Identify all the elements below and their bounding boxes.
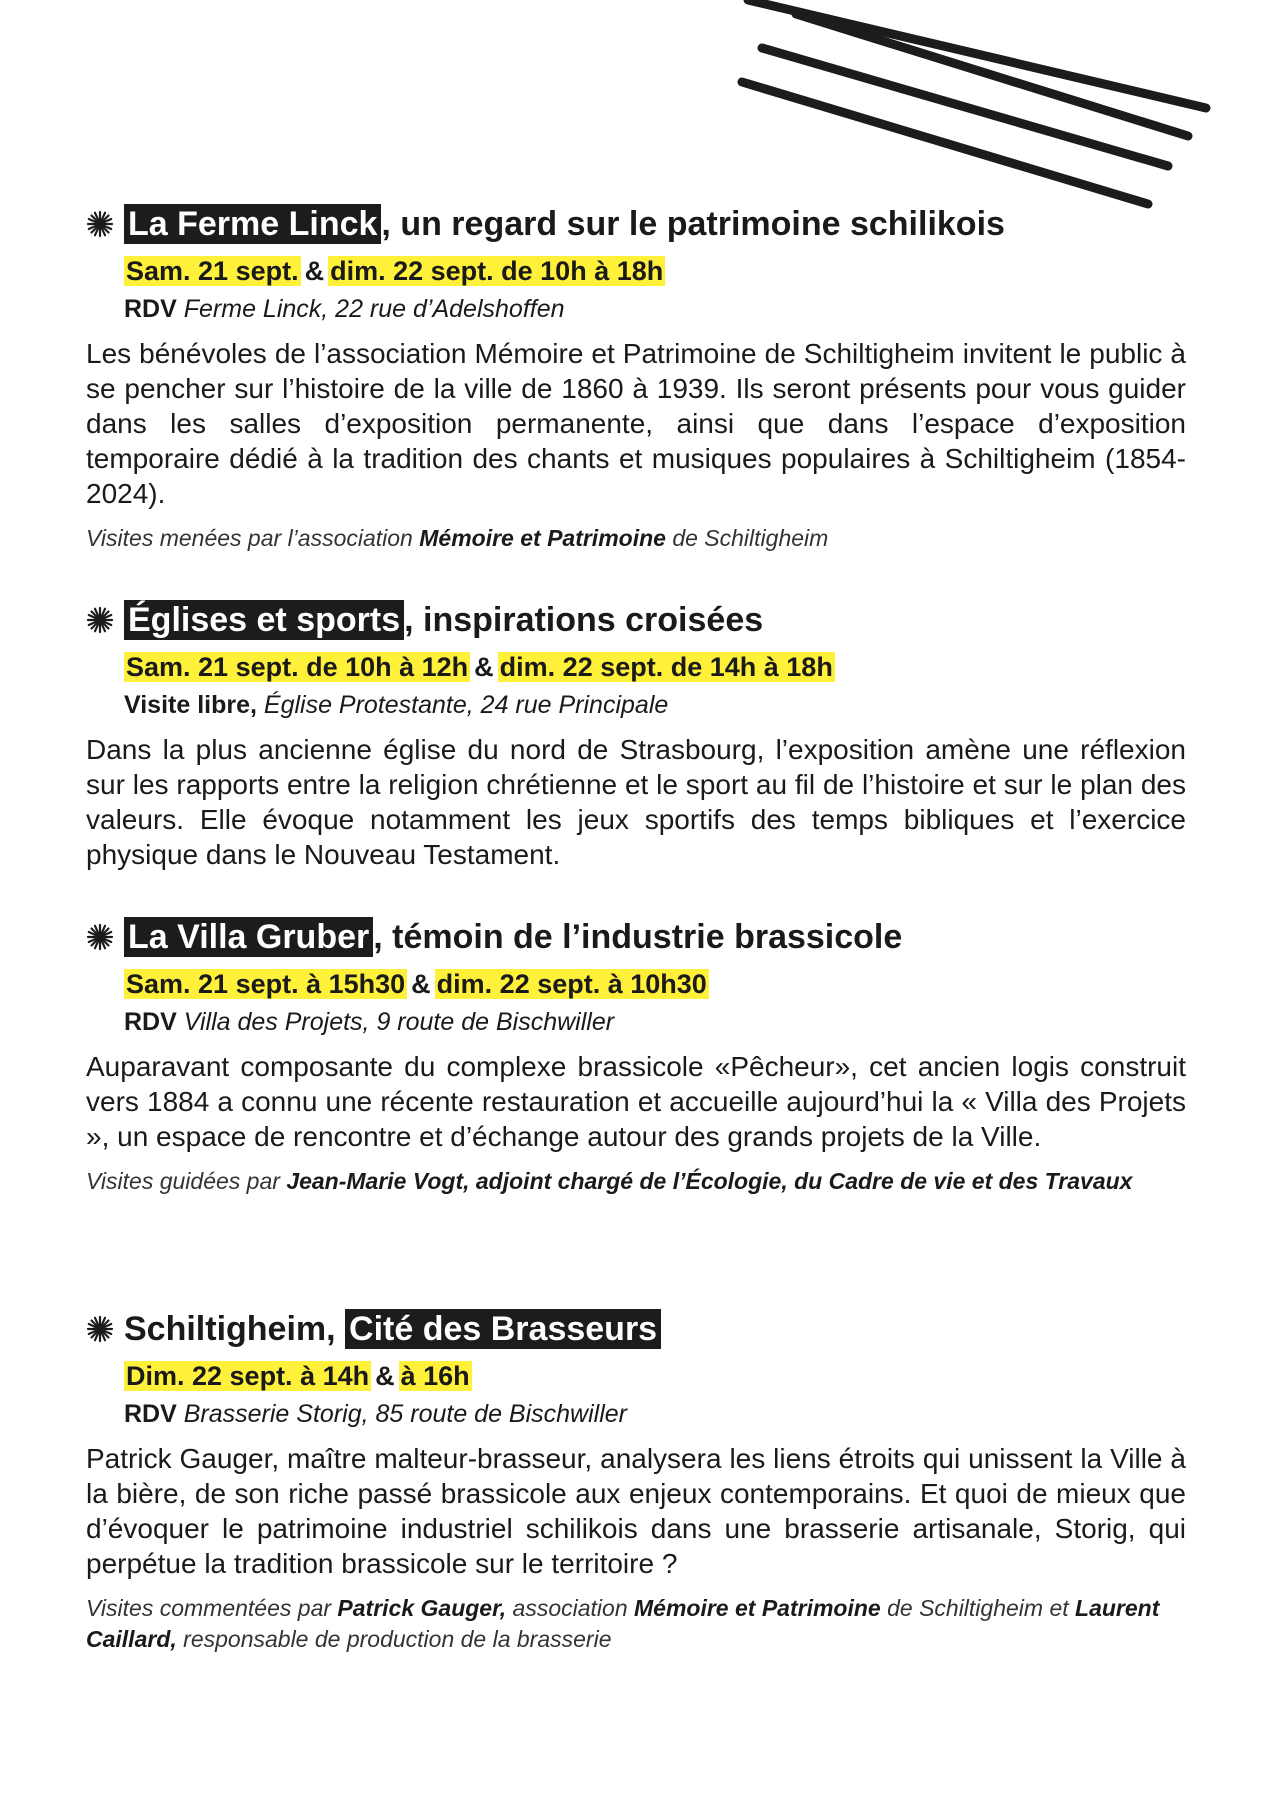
credit-text: Visites commentées par [86,1595,332,1621]
date-first: Sam. 21 sept. à 15h30 [126,969,406,999]
event-credits [86,1593,1186,1655]
event-dates [124,1359,1186,1393]
starburst-icon [86,923,114,951]
section-title [86,600,1186,640]
date-first: Dim. 22 sept. à 14h [126,1361,370,1391]
date-separator: & [375,1361,395,1391]
event-description: Les bénévoles de l’association Mémoire et Patrimoine de Schiltigheim invitent le public à se pencher sur l’histoire de la ville de 1860 à 1939. Ils seront présents pour vous guider dans les salles d’exposition permanente, ainsi que dans l’espace d’exposition temporaire dédié à la tradition des chants et musiques populaires à Schiltigheim (1854-2024). [86,338,1186,509]
location-label: RDV [124,295,177,323]
event-credits [86,1166,1186,1197]
section-villa-gruber [86,917,1186,1197]
date-separator: & [304,256,325,286]
location-place: Brasserie Storig, 85 route de Bischwiller [183,1400,627,1428]
location-label: RDV [124,1008,177,1036]
event-description: Auparavant composante du complexe brassicole «Pêcheur», cet ancien logis construit vers 1884 a connu une récente restauration et accueille aujourd’hui la « Villa des Projets », un espace de rencontre et d’échange autour des grands projets de la Ville. [86,1051,1186,1152]
location-label: RDV [124,1400,177,1428]
section-eglises-sports [86,600,1186,872]
event-dates [124,254,1186,288]
event-location [124,688,1186,722]
starburst-icon [86,1315,114,1343]
event-description: Patrick Gauger, maître malteur-brasseur, analysera les liens étroits qui unissent la Ville à la bière, de son riche passé brassicole aux enjeux contemporains. Et quoi de mieux que d’évoquer le patrimoine industriel schilikois dans une brasserie artisanale, Storig, qui perpétue la tradition brassicole sur le territoire ? [86,1443,1186,1579]
location-place: Ferme Linck, 22 rue d’Adelshoffen [183,295,565,323]
credit-person: Laurent Caillard, [86,1595,1160,1652]
title-highlight: Cité des Brasseurs [345,1309,661,1349]
location-place: Villa des Projets, 9 route de Bischwiller [183,1008,615,1036]
title-highlight: La Villa Gruber [124,917,373,957]
date-first: Sam. 21 sept. de 10h à 12h [126,652,469,682]
section-ferme-linck [86,204,1186,554]
credit-text: Visites guidées par [86,1168,280,1194]
date-second: dim. 22 sept. de 14h à 18h [499,652,833,682]
credit-text: de Schiltigheim et [887,1595,1069,1621]
title-highlight: La Ferme Linck [124,204,381,244]
stripe [796,14,1188,136]
credit-text: responsable de production de la brasserie [183,1626,612,1652]
title-rest: , inspirations croisées [404,601,764,639]
credit-organization: Mémoire et Patrimoine [634,1595,881,1621]
credit-text: de Schiltigheim [672,525,829,551]
event-credits [86,523,1186,554]
event-location [124,292,1186,326]
title-rest: , un regard sur le patrimoine schilikois [381,205,1005,243]
location-place: Église Protestante, 24 rue Principale [263,691,669,719]
date-first: Sam. 21 sept. [126,256,299,286]
event-location [124,1397,1186,1431]
credit-person: Patrick Gauger, [337,1595,507,1621]
date-separator: & [411,969,431,999]
credit-text: Visites menées par l’association [86,525,413,551]
title-rest: , témoin de l’industrie brassicole [373,918,903,956]
location-label: Visite libre, [124,691,257,719]
section-cite-brasseurs [86,1309,1186,1655]
section-title [86,204,1186,244]
title-highlight: Églises et sports [124,600,404,640]
section-title [86,917,1186,957]
event-dates [124,967,1186,1001]
section-title [86,1309,1186,1349]
stripe [748,0,1206,108]
credit-person: Jean-Marie Vogt, adjoint chargé de l’Écologie, du Cadre de vie et des Travaux [286,1168,1133,1194]
stripe [742,82,1148,204]
date-separator: & [474,652,494,682]
event-location [124,1005,1186,1039]
date-second: à 16h [400,1361,470,1391]
stripe [762,48,1168,166]
date-second: dim. 22 sept. à 10h30 [436,969,707,999]
event-dates [124,650,1186,684]
event-description: Dans la plus ancienne église du nord de Strasbourg, l’exposition amène une réflexion sur les rapports entre la religion chrétienne et le sport au fil de l’histoire et sur le plan des valeurs. Elle évoque notamment les jeux sportifs des temps bibliques et l’exercice physique dans le Nouveau Testament. [86,734,1186,870]
credit-organization: Mémoire et Patrimoine [419,525,666,551]
title-plain: Schiltigheim, [124,1310,336,1348]
starburst-icon [86,606,114,634]
date-second: dim. 22 sept. de 10h à 18h [330,256,664,286]
starburst-icon [86,210,114,238]
credit-text: association [512,1595,628,1621]
